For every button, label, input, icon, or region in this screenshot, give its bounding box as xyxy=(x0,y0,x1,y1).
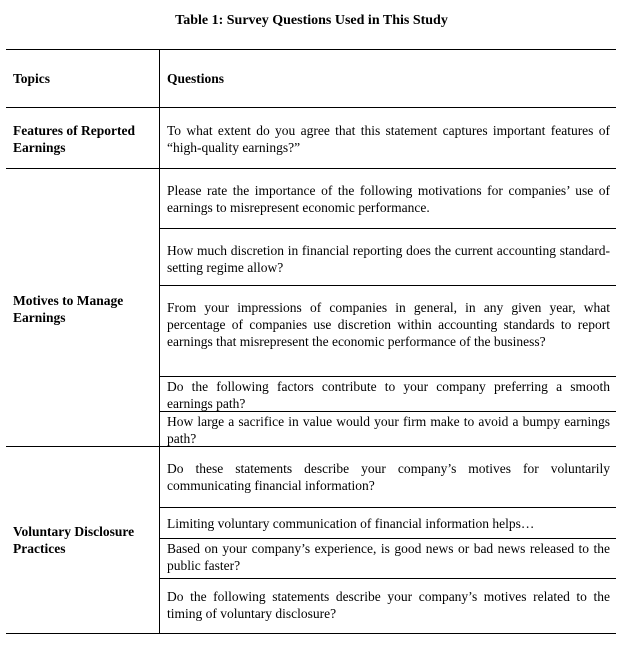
question-item: How large a sacrifice in value would your firm make to avoid a bumpy earnings path? xyxy=(167,414,610,446)
question-divider xyxy=(159,285,616,286)
header-questions: Questions xyxy=(167,71,225,86)
topic-motives-manage-earnings: Motives to Manage Earnings xyxy=(13,293,124,325)
question-item: Do the following statements describe your company’s motives related to the timing of voluntary disclosure? xyxy=(167,589,610,621)
question-divider xyxy=(159,578,616,579)
table-bottom-border xyxy=(6,633,616,634)
topic-features-reported-earnings: Features of Reported Earnings xyxy=(13,123,135,155)
question-item: To what extent do you agree that this statement captures important features of “high-quality earnings?” xyxy=(167,123,610,155)
question-item: How much discretion in financial reporting does the current accounting standard-setting regime allow? xyxy=(167,243,610,275)
question-divider xyxy=(159,538,616,539)
question-item: Do these statements describe your company’s motives for voluntarily communicating financial information? xyxy=(167,461,610,493)
header-topics: Topics xyxy=(13,71,51,86)
row-divider xyxy=(6,168,616,169)
question-item: Please rate the importance of the following motivations for companies’ use of earnings to misrepresent economic performance. xyxy=(167,183,610,215)
question-divider xyxy=(159,507,616,508)
question-item: Limiting voluntary communication of financial information helps… xyxy=(167,516,535,531)
header-bottom-border xyxy=(6,107,616,108)
survey-questions-table xyxy=(6,49,616,634)
question-divider xyxy=(159,228,616,229)
column-divider xyxy=(159,49,160,634)
table-top-border xyxy=(6,49,616,50)
question-item: Based on your company’s experience, is good news or bad news released to the public faster? xyxy=(167,541,610,573)
question-divider xyxy=(159,376,616,377)
topic-voluntary-disclosure-practices: Voluntary Disclosure Practices xyxy=(13,524,135,556)
table-title: Table 1: Survey Questions Used in This Study xyxy=(175,13,448,28)
question-item: Do the following factors contribute to your company preferring a smooth earnings path? xyxy=(167,379,610,411)
question-item: From your impressions of companies in general, in any given year, what percentage of companies use discretion within accounting standards to report earnings that misrepresent the economic performance of the business? xyxy=(167,300,610,349)
